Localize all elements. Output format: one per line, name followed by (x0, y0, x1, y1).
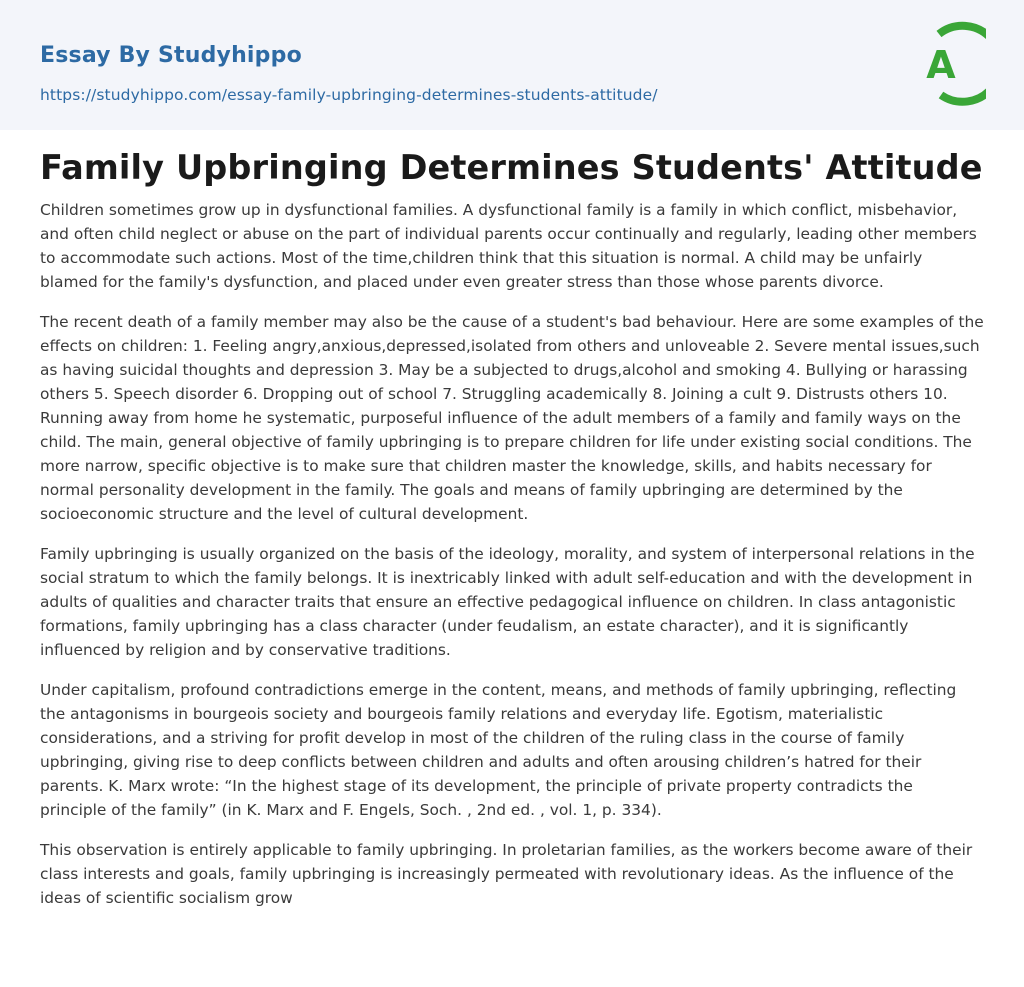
essay-paragraph-4: Under capitalism, profound contradictions emerge in the content, means, and methods of family upbringing, reflecting the antagonisms in bourgeois society and bourgeois family relations and everyday life. Egotism, materialistic considerations, and a striving for profit develop in most of the children of the ruling class in the course of family upbringing, giving rise to deep conflicts between children and adults and often arousing children’s hatred for their parents. K. Marx wrote: “In the highest stage of its development, the principle of private property contradicts the principle of the family” (in K. Marx and F. Engels, Soch. , 2nd ed. , vol. 1, p. 334). (40, 681, 957, 819)
site-header (0, 0, 1024, 130)
essay-paragraph-2: The recent death of a family member may also be the cause of a student's bad behaviour. Here are some examples of the effects on children: 1. Feeling angry,anxious,depressed,isolated from others and unloveable 2. Severe mental issues,such as having suicidal thoughts and depression 3. May be a subjected to drugs,alcohol and smoking 4. Bullying or harassing others 5. Speech disorder 6. Dropping out of school 7. Struggling academically 8. Joining a cult 9. Distrusts others 10. Running away from home he systematic, purposeful influence of the adult members of a family and family ways on the child. The main, general objective of family upbringing is to prepare children for life under existing social conditions. The more narrow, specific objective is to make sure that children master the knowledge, skills, and habits necessary for normal personality development in the family. The goals and means of family upbringing are determined by the socioeconomic structure and the level of cultural development. (40, 313, 984, 523)
essay-url-link[interactable]: https://studyhippo.com/essay-family-upbringing-determines-students-attitude/ (40, 86, 658, 104)
studyhippo-logo-icon[interactable] (914, 18, 986, 106)
logo-letter: A (926, 43, 956, 87)
essay-paragraph-3: Family upbringing is usually organized on the basis of the ideology, morality, and system of interpersonal relations in the social stratum to which the family belongs. It is inextricably linked with adult self-education and with the development in adults of qualities and character traits that ensure an effective pedagogical influence on children. In class antagonistic formations, family upbringing has a class character (under feudalism, an estate character), and it is significantly influenced by religion and by conservative traditions. (40, 545, 975, 659)
essay-paragraph-5: This observation is entirely applicable to family upbringing. In proletarian families, as the workers become aware of their class interests and goals, family upbringing is increasingly permeated with revolutionary ideas. As the influence of the ideas of scientific socialism grow (40, 841, 973, 907)
site-title[interactable]: Essay By Studyhippo (40, 43, 302, 68)
page-title: Family Upbringing Determines Students' Attitude (40, 148, 983, 187)
article-body (0, 130, 1024, 910)
essay-paragraph-1: Children sometimes grow up in dysfunctional families. A dysfunctional family is a family in which conflict, misbehavior, and often child neglect or abuse on the part of individual parents occur continually and regularly, leading other members to accommodate such actions. Most of the time,children think that this situation is normal. A child may be unfairly blamed for the family's dysfunction, and placed under even greater stress than those whose parents divorce. (40, 201, 977, 291)
